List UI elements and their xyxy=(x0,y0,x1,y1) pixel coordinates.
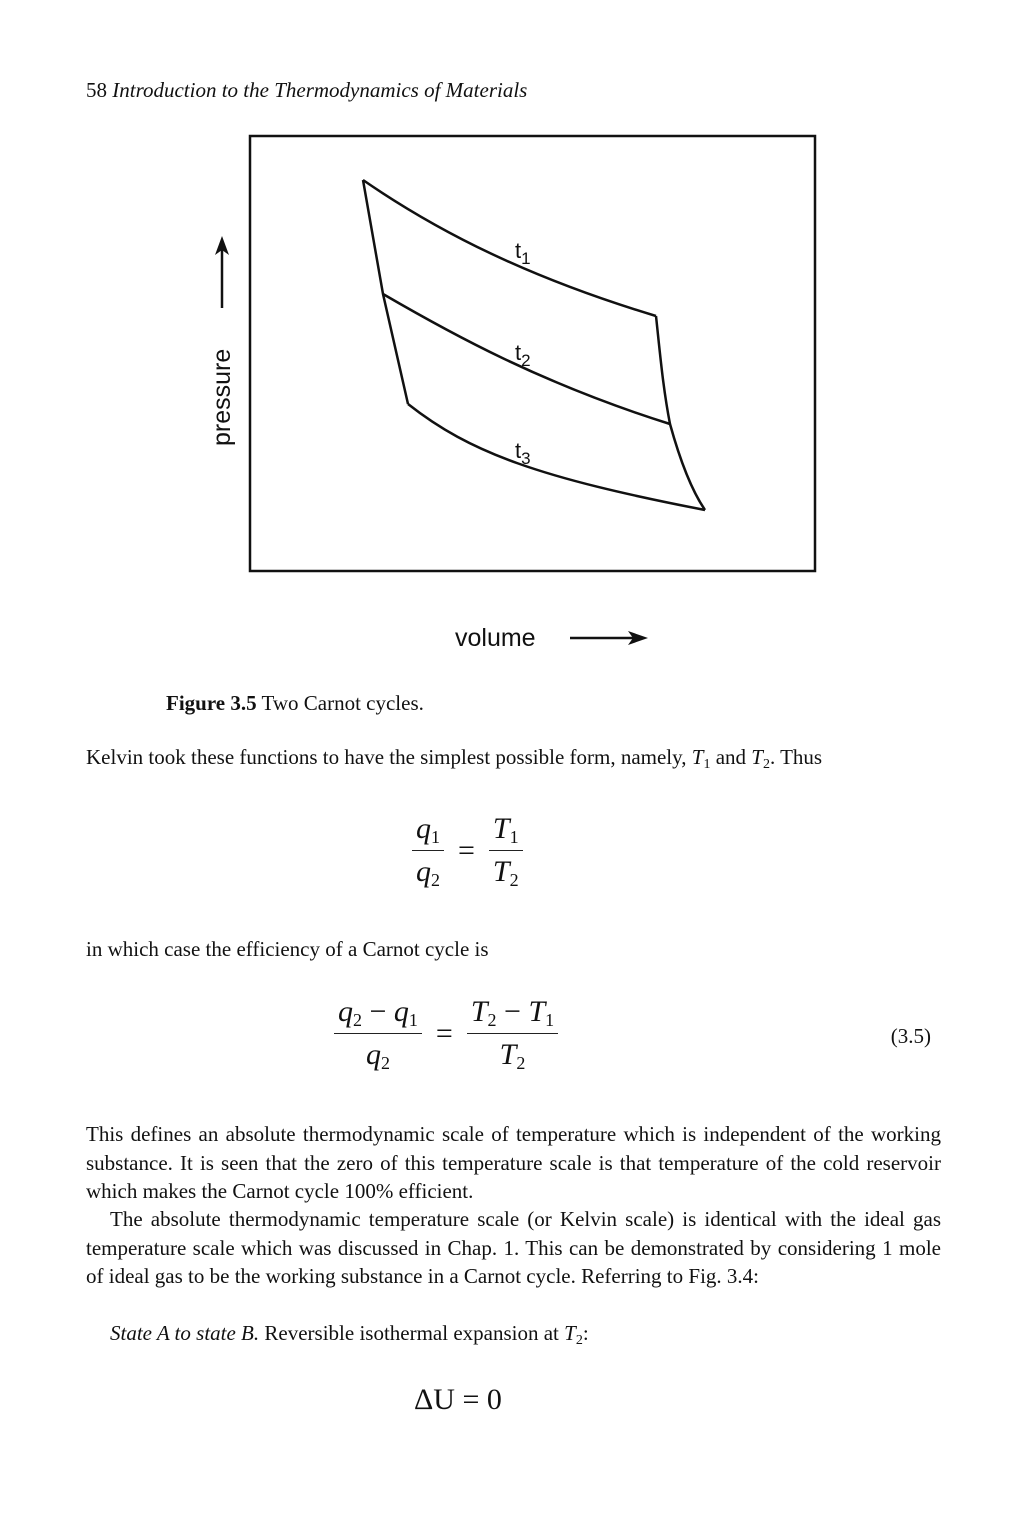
equation-delta-u: ΔU = 0 xyxy=(414,1383,502,1416)
numerator: $T_2 - T_1$ xyxy=(467,995,558,1034)
page-number: 58 xyxy=(86,78,107,102)
denominator: $T_2$ xyxy=(499,1038,526,1073)
denominator: $T_2$ xyxy=(492,855,519,890)
state-label: State A to state B. xyxy=(110,1321,260,1345)
symbol-T: T xyxy=(564,1321,576,1345)
equation-efficiency xyxy=(334,995,558,1072)
numerator: $q_2 - q_1$ xyxy=(334,995,422,1034)
paragraph-efficiency: in which case the efficiency of a Carnot cycle is xyxy=(86,937,489,961)
y-axis-label: pressure xyxy=(208,348,236,446)
y-axis-label-group xyxy=(208,236,236,446)
equation-number: (3.5) xyxy=(890,1024,931,1048)
text-run: : xyxy=(582,1321,589,1345)
equals-sign: = xyxy=(458,833,475,867)
fraction-T-efficiency xyxy=(467,995,558,1072)
symbol-T: T xyxy=(691,745,704,769)
paragraph-absolute-scale: This defines an absolute thermodynamic scale of temperature which is independent of the working substance. It is seen that the zero of this temperature scale is that temperature of the cold reservoir which makes the Carnot cycle 100% efficient. xyxy=(86,1122,941,1203)
text-run: and xyxy=(710,745,752,769)
equals-sign: = xyxy=(435,1016,453,1050)
book-title: Introduction to the Thermodynamics of Materials xyxy=(112,78,528,102)
caption-text: Two Carnot cycles. xyxy=(256,691,424,715)
denominator: $q_2$ xyxy=(416,855,440,890)
fraction-q-efficiency xyxy=(334,995,422,1072)
paragraph-kelvin-scale: The absolute thermodynamic temperature scale (or Kelvin scale) is identical with the ideal gas temperature scale which was discussed in Chap. 1. This can be demonstrated by considering 1 mole of ideal gas to be the working substance in a Carnot cycle. Referring to Fig. 3.4: xyxy=(86,1207,941,1288)
text-run: Kelvin took these functions to have the simplest possible form, namely, xyxy=(86,745,692,769)
curve-label-t1: $t_1$ xyxy=(515,238,531,268)
fraction-q xyxy=(412,812,444,889)
subscript: 1 xyxy=(703,757,711,772)
text-run: . Thus xyxy=(769,745,823,769)
fraction-T xyxy=(489,812,523,889)
figure-carnot-cycles xyxy=(200,128,860,658)
text-run: Reversible isothermal expansion at xyxy=(259,1321,565,1345)
caption-label: Figure 3.5 xyxy=(166,691,257,715)
adiabat-left xyxy=(363,180,408,404)
paragraph-kelvin xyxy=(86,743,941,772)
subscript: 2 xyxy=(762,757,770,772)
running-head xyxy=(86,78,527,103)
numerator: $q_1$ xyxy=(412,812,444,851)
curve-label-t3: $t_3$ xyxy=(515,438,531,468)
curve-label-t2: $t_2$ xyxy=(515,340,531,370)
subscript: 2 xyxy=(575,1333,583,1348)
x-axis-label: volume xyxy=(455,624,536,652)
isotherm-t1 xyxy=(363,180,656,316)
adiabat-right xyxy=(656,316,705,510)
numerator: $T_1$ xyxy=(489,812,523,851)
paragraph-state-a-b xyxy=(86,1319,941,1348)
x-axis-label-group xyxy=(455,624,648,652)
figure-caption xyxy=(166,691,424,716)
pv-diagram xyxy=(200,128,860,658)
denominator: $q_2$ xyxy=(365,1038,390,1073)
plot-frame xyxy=(250,136,815,571)
equation-ratio xyxy=(412,812,523,889)
symbol-T: T xyxy=(751,745,763,769)
